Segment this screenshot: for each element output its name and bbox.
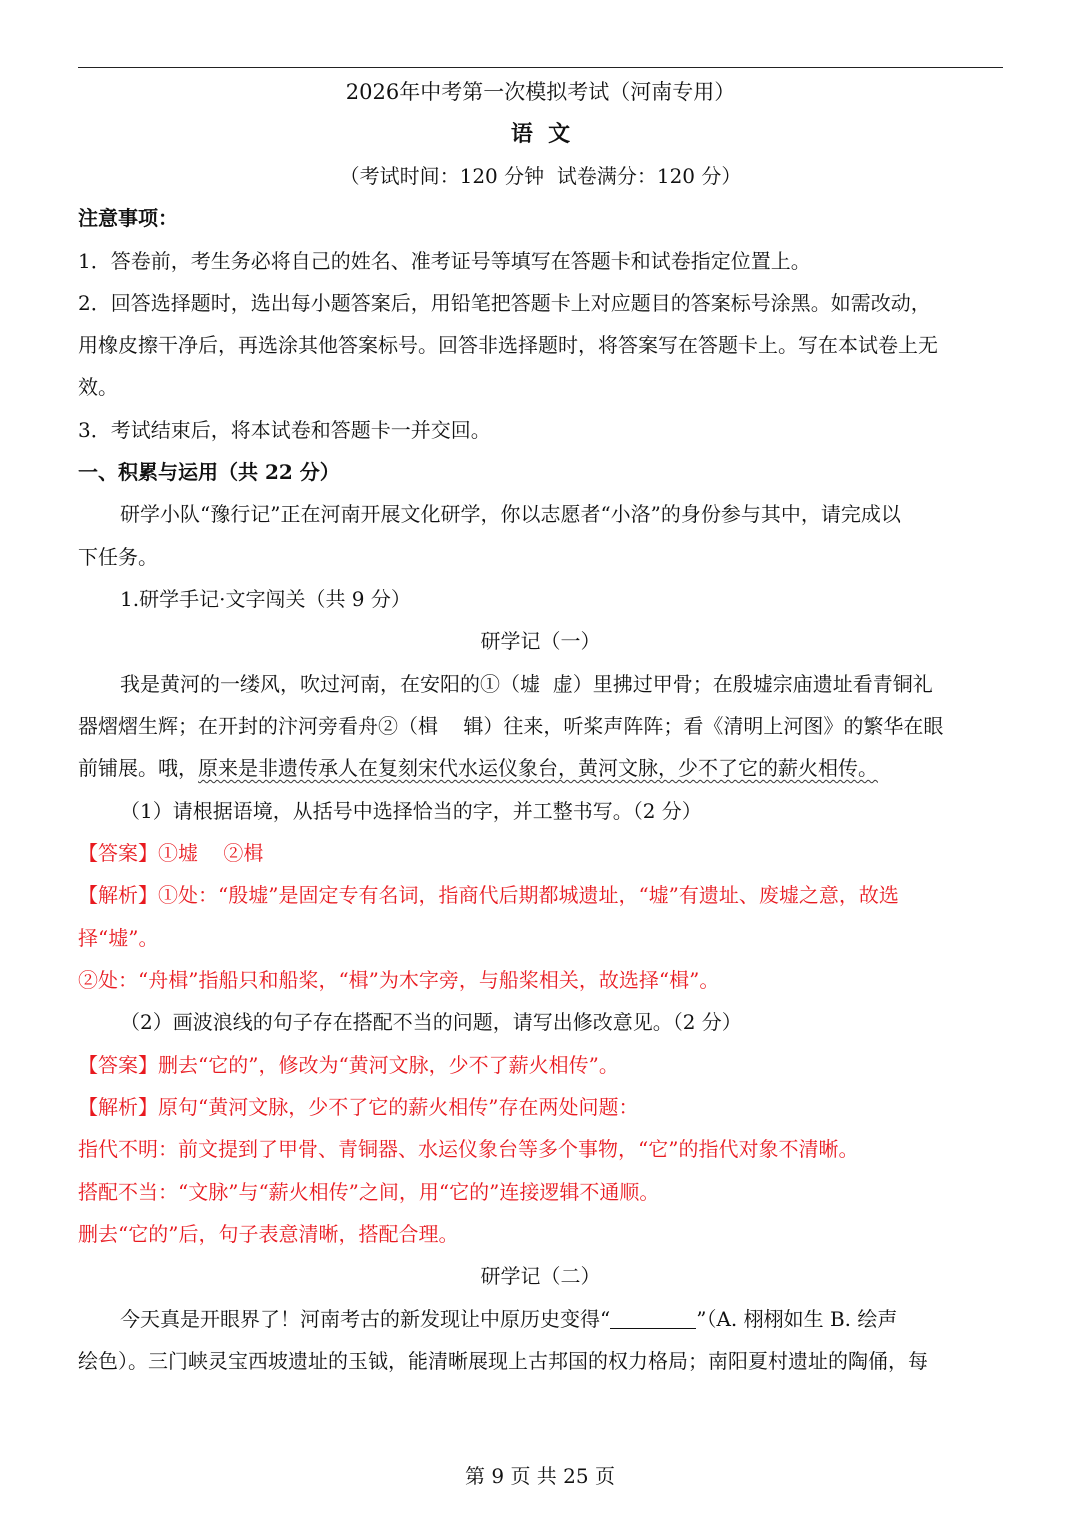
note-2-text-before-blank: 今天真是开眼界了！河南考古的新发现让中原历史变得“ bbox=[120, 1307, 611, 1331]
fill-in-blank[interactable] bbox=[610, 1308, 696, 1329]
section-heading: 一、积累与运用（共 22 分） bbox=[78, 460, 340, 484]
notice-item-2-cont: 用橡皮擦干净后，再选涂其他答案标号。回答非选择题时，将答案写在答题卡上。写在本试卷上无 bbox=[78, 333, 938, 357]
notice-item-2: 2．回答选择题时，选出每小题答案后，用铅笔把答题卡上对应题目的答案标号涂黑。如需改动， bbox=[78, 291, 931, 315]
note-2-text bbox=[78, 1305, 1003, 1333]
note-2-text-after-blank: ”（A. 栩栩如生 B. 绘声 bbox=[696, 1307, 898, 1331]
note-1-text-end bbox=[78, 754, 1003, 782]
note-2-title: 研学记（二） bbox=[480, 1264, 601, 1288]
subject-title: 语 文 bbox=[510, 121, 571, 147]
notice-item-2-end: 效。 bbox=[78, 375, 118, 399]
question-1-1: （1）请根据语境，从括号中选择恰当的字，并工整书写。（2 分） bbox=[120, 799, 702, 823]
explanation-1-2: 【解析】原句“黄河文脉，少不了它的薪火相传”存在两处问题： bbox=[78, 1095, 639, 1119]
explanation-1-1-item2: ②处：“舟楫”指船只和船桨，“楫”为木字旁，与船桨相关，故选择“楫”。 bbox=[78, 968, 720, 992]
wavy-underlined-sentence: 原来是非遗传承人在复刻宋代水运仪象台，黄河文脉，少不了它的薪火相传。 bbox=[198, 756, 878, 780]
note-1-text-plain: 前铺展。哦， bbox=[78, 756, 198, 780]
exam-info: （考试时间：120 分钟 试卷满分：120 分） bbox=[339, 164, 742, 188]
explanation-1-1: 【解析】①处：“殷墟”是固定专有名词，指商代后期都城遗址，“墟”有遗址、废墟之意，故选 bbox=[78, 883, 899, 907]
exam-title: 2026年中考第一次模拟考试（河南专用） bbox=[345, 80, 736, 104]
notice-item-1: 1．答卷前，考生务必将自己的姓名、准考证号等填写在答题卡和试卷指定位置上。 bbox=[78, 249, 811, 273]
notice-heading: 注意事项： bbox=[78, 206, 178, 230]
note-1-title: 研学记（一） bbox=[480, 629, 601, 653]
note-2-text-cont: 绘色）。三门峡灵宝西坡遗址的玉钺，能清晰展现上古邦国的权力格局；南阳夏村遗址的陶俑，每 bbox=[78, 1349, 928, 1373]
page-number: 第 9 页 共 25 页 bbox=[465, 1464, 615, 1488]
header-rule bbox=[78, 67, 1003, 68]
explanation-1-2-point-2: 搭配不当：“文脉”与“薪火相传”之间，用“它的”连接逻辑不通顺。 bbox=[78, 1180, 660, 1204]
question-1-2: （2）画波浪线的句子存在搭配不当的问题，请写出修改意见。（2 分） bbox=[120, 1010, 742, 1034]
answer-1-2: 【答案】删去“它的”，修改为“黄河文脉，少不了薪火相传”。 bbox=[78, 1053, 619, 1077]
answer-1-1: 【答案】①墟 ②楫 bbox=[78, 841, 264, 865]
intro-text: 研学小队“豫行记”正在河南开展文化研学，你以志愿者“小洛”的身份参与其中，请完成以 bbox=[120, 502, 901, 526]
note-1-text: 我是黄河的一缕风，吹过河南，在安阳的①（墟 虚）里拂过甲骨；在殷墟宗庙遗址看青铜礼 bbox=[120, 672, 933, 696]
explanation-1-2-point-1: 指代不明：前文提到了甲骨、青铜器、水运仪象台等多个事物，“它”的指代对象不清晰。 bbox=[78, 1137, 859, 1161]
explanation-1-1-cont: 择“墟”。 bbox=[78, 926, 159, 950]
note-1-text-cont: 器熠熠生辉；在开封的汴河旁看舟②（楫 辑）往来，听桨声阵阵；看《清明上河图》的繁华在眼 bbox=[78, 714, 944, 738]
explanation-1-2-conclusion: 删去“它的”后，句子表意清晰，搭配合理。 bbox=[78, 1222, 459, 1246]
question-1-title: 1.研学手记·文字闯关（共 9 分） bbox=[120, 587, 411, 611]
notice-item-3: 3．考试结束后，将本试卷和答题卡一并交回。 bbox=[78, 418, 491, 442]
intro-text-cont: 下任务。 bbox=[78, 545, 158, 569]
